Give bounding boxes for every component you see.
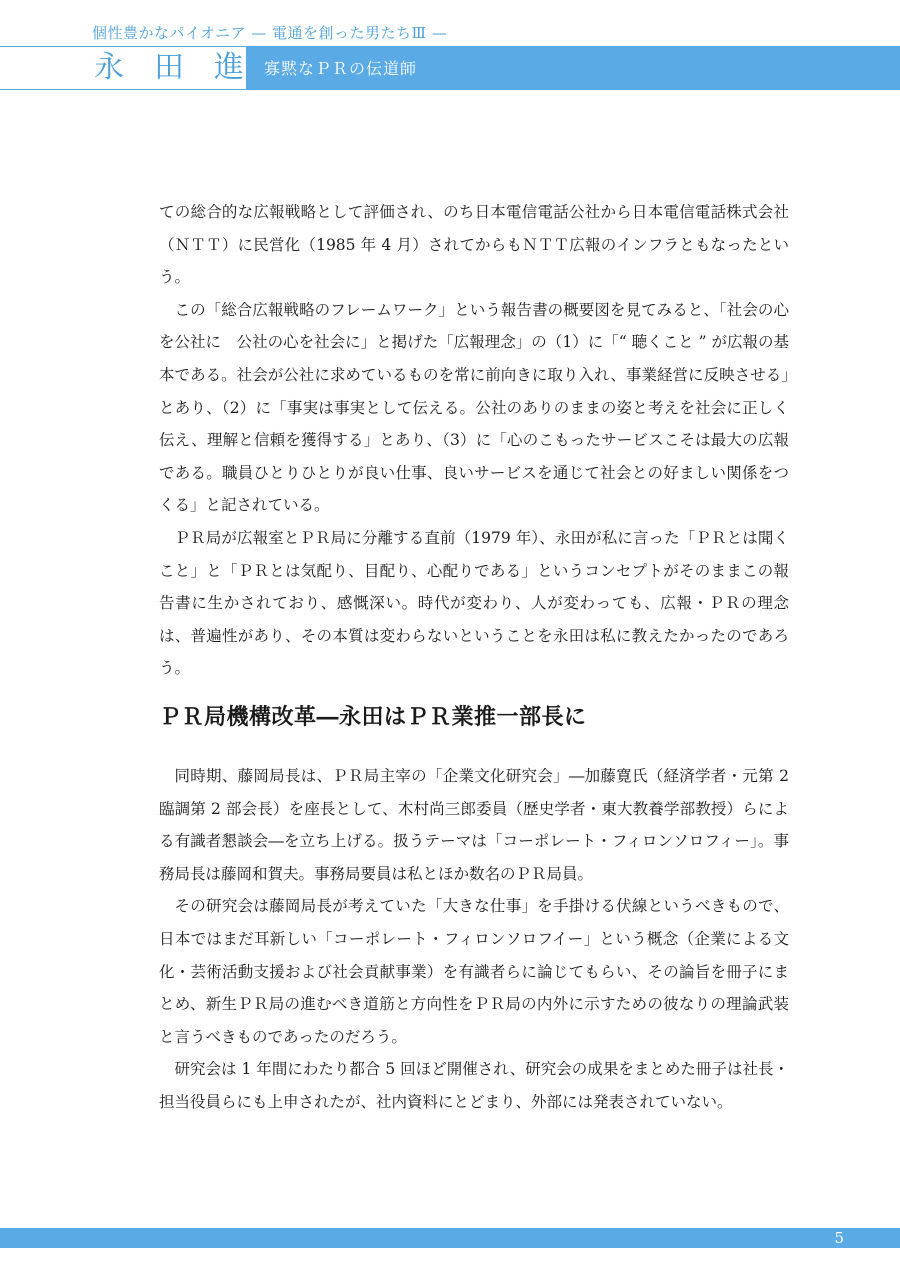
paragraph: 同時期、藤岡局長は、ＰＲ局主宰の「企業文化研究会」―加藤寛氏（経済学者・元第 2 臨調第 2 部会長）を座長として、木村尚三郎委員（歴史学者・東大教養学部教授）らによる有識者懇談会―を立ち上げる。扱うテーマは「コーポレート・フィロンソロフィー」。事務局長は藤岡和賀夫。事務局要員は私とほか数名のＰＲ局員。 [159,767,789,883]
paragraph: その研究会は藤岡局長が考えていた「大きな仕事」を手掛ける伏線というべきもので、日本ではまだ耳新しい「コーポレート・フィロンソロフイー」という概念（企業による文化・芸術活動支援および社会貢献事業）を有識者らに論じてもらい、その論旨を冊子にまとめ、新生ＰＲ局の進むべき道筋と方向性をＰＲ局の内外に示すための彼なりの理論武装と言うべきものであったのだろう。 [159,897,789,1046]
series-title: 個性豊かなパイオニア — 電通を創った男たちⅢ — [92,24,448,42]
chapter-subtitle: 寡黙なＰＲの伝道師 [264,59,418,78]
body-section-2 [159,760,789,1119]
section-heading: ＰＲ局機構改革―永田はＰＲ業推一部長に [159,704,587,730]
page-number: 5 [834,1229,844,1247]
paragraph: 研究会は 1 年間にわたり都合 5 回ほど開催され、研究会の成果をまとめた冊子は社長・担当役員らにも上申されたが、社内資料にとどまり、外部には発表されていない。 [159,1060,789,1111]
paragraph: ての総合的な広報戦略として評価され、のち日本電信電話公社から日本電信電話株式会社（ＮＴＴ）に民営化（1985 年 4 月）されてからもＮＴＴ広報のインフラともなったという。 [159,203,789,287]
paragraph: ＰＲ局が広報室とＰＲ局に分離する直前（1979 年）、永田が私に言った「ＰＲとは聞くこと」と「ＰＲとは気配り、目配り、心配りである」というコンセプトがそのままこの報告書に生かされており、感慨深い。時代が変わり、人が変わっても、広報・ＰＲの理念は、普遍性があり、その本質は変わらないということを永田は私に教えたかったのであろう。 [159,528,789,678]
paragraph: この「総合広報戦略のフレームワーク」という報告書の概要図を見てみると、「社会の心を公社に 公社の心を社会に」と掲げた「広報理念」の（1）に「“ 聴くこと ” が広報の基本である。社会が公社に求めているものを常に前向きに取り入れ、事業経営に反映させる」とあり、（2）に「事実は事実として伝える。公社のありのままの姿と考えを社会に正しく伝え、理解と信頼を獲得する」とあり、（3）に「心のこもったサービスこそは最大の広報である。職員ひとりひとりが良い仕事、良いサービスを通じて社会との好ましい関係をつくる」と記されている。 [159,300,789,515]
footer-band [0,1228,900,1248]
body-section-1 [159,196,789,685]
person-name: 永田進 [94,50,274,85]
